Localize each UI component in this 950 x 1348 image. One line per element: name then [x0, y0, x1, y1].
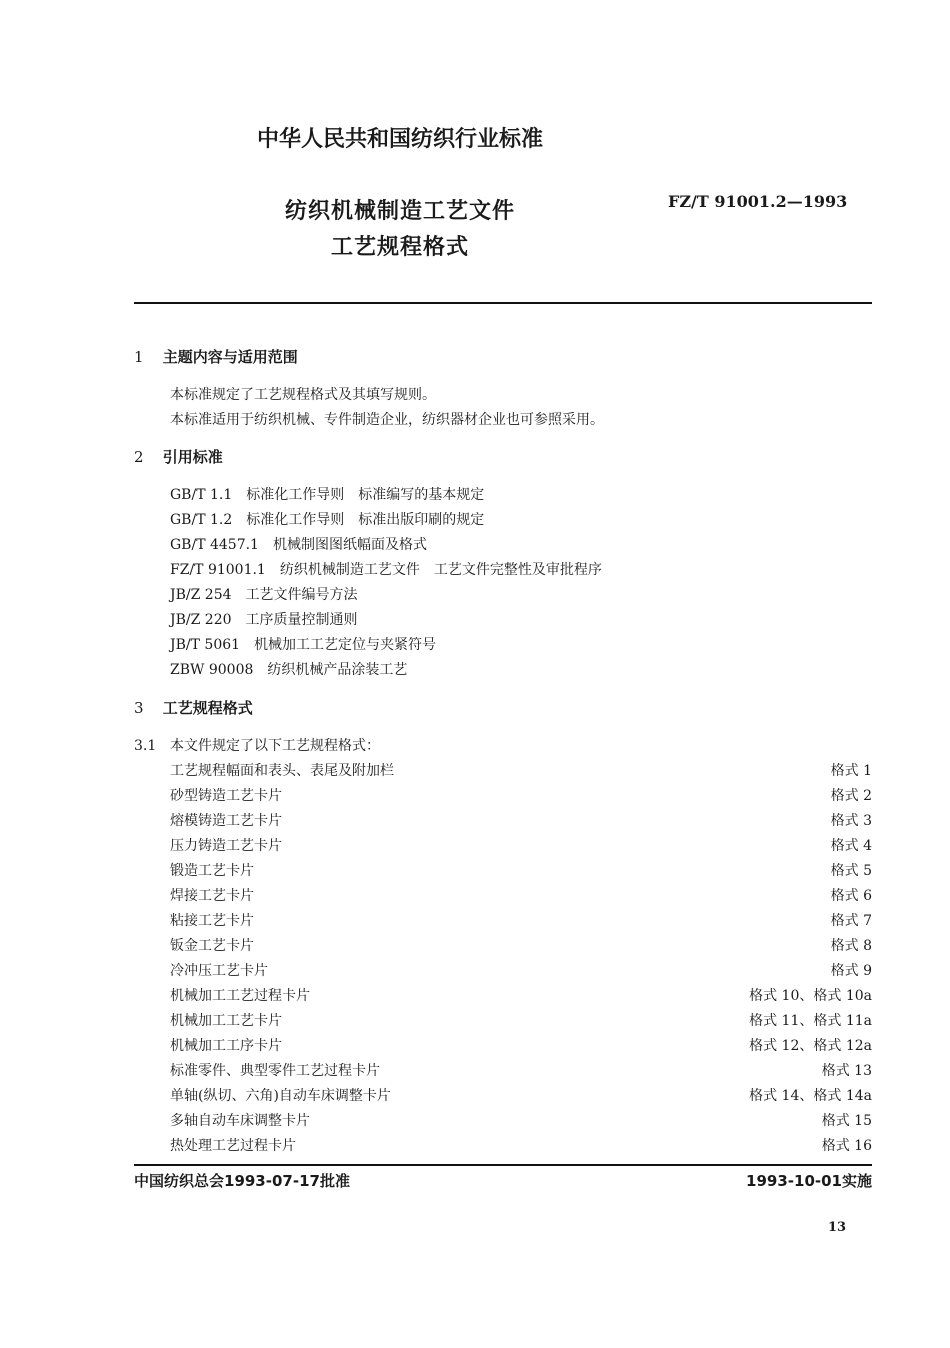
format-ref: 格式 9 [830, 963, 872, 979]
reference-title: 纺织机械产品涂装工艺 [267, 662, 408, 678]
reference-item [170, 584, 358, 604]
approval-info: 中国纺织总会1993-07-17批准 [134, 1172, 350, 1190]
reference-code: JB/Z 220 [170, 612, 232, 628]
reference-title: 标准化工作导则 标准编写的基本规定 [246, 487, 485, 503]
section-title: 主题内容与适用范围 [162, 348, 298, 366]
format-name: 工艺规程幅面和表头、表尾及附加栏 [170, 763, 394, 779]
format-name: 机械加工工序卡片 [170, 1038, 282, 1054]
footer-divider [134, 1164, 872, 1166]
reference-item [170, 559, 602, 579]
reference-item [170, 509, 484, 529]
reference-item [170, 609, 358, 629]
reference-item [170, 659, 407, 679]
implementation-date: 1993-10-01实施 [746, 1172, 872, 1190]
reference-code: JB/Z 254 [170, 587, 232, 603]
format-ref: 格式 7 [830, 913, 872, 929]
reference-item [170, 634, 436, 654]
document-title-line1: 纺织机械制造工艺文件 [284, 199, 515, 224]
section-title: 引用标准 [162, 448, 223, 466]
format-ref: 格式 13 [821, 1063, 872, 1079]
reference-code: GB/T 4457.1 [170, 537, 259, 553]
format-ref: 格式 16 [821, 1138, 872, 1154]
format-ref: 格式 12、格式 12a [749, 1038, 872, 1054]
format-name: 标准零件、典型零件工艺过程卡片 [170, 1063, 380, 1079]
reference-code: GB/T 1.2 [170, 512, 233, 528]
format-ref: 格式 5 [830, 863, 872, 879]
reference-title: 机械加工工艺定位与夹紧符号 [254, 637, 437, 653]
paragraph: 本标准适用于纺织机械、专件制造企业，纺织器材企业也可参照采用。 [170, 412, 604, 428]
reference-title: 标准化工作导则 标准出版印刷的规定 [246, 512, 485, 528]
reference-item [170, 534, 427, 554]
paragraph: 本标准规定了工艺规程格式及其填写规则。 [170, 387, 436, 403]
page-number: 13 [828, 1220, 847, 1235]
section-number: 3 [134, 699, 144, 717]
reference-title: 工艺文件编号方法 [245, 587, 358, 603]
format-ref: 格式 2 [830, 788, 872, 804]
format-name: 熔模铸造工艺卡片 [170, 813, 282, 829]
header-divider [134, 302, 872, 304]
format-name: 粘接工艺卡片 [170, 913, 254, 929]
format-name: 单轴(纵切、六角)自动车床调整卡片 [170, 1088, 391, 1104]
format-name: 机械加工工艺卡片 [170, 1013, 282, 1029]
format-ref: 格式 4 [830, 838, 872, 854]
reference-item [170, 484, 484, 504]
standard-code: FZ/T 91001.2—1993 [668, 192, 848, 211]
clause-3-1 [134, 735, 380, 755]
format-ref: 格式 8 [830, 938, 872, 954]
document-title-line2: 工艺规程格式 [330, 235, 469, 260]
reference-title: 工序质量控制通则 [245, 612, 358, 628]
section-1-heading [134, 346, 298, 367]
reference-code: JB/T 5061 [170, 637, 241, 653]
format-ref: 格式 3 [830, 813, 872, 829]
format-name: 钣金工艺卡片 [170, 938, 254, 954]
format-ref: 格式 11、格式 11a [749, 1013, 872, 1029]
reference-title: 机械制图图纸幅面及格式 [272, 537, 427, 553]
format-name: 锻造工艺卡片 [170, 863, 254, 879]
clause-text: 本文件规定了以下工艺规程格式： [170, 738, 380, 754]
format-name: 多轴自动车床调整卡片 [170, 1113, 310, 1129]
section-2-heading [134, 446, 223, 467]
clause-number: 3.1 [134, 738, 157, 754]
reference-code: GB/T 1.1 [170, 487, 233, 503]
format-ref: 格式 6 [830, 888, 872, 904]
format-name: 冷冲压工艺卡片 [170, 963, 268, 979]
reference-code: FZ/T 91001.1 [170, 562, 266, 578]
section-title: 工艺规程格式 [162, 699, 253, 717]
section-3-heading [134, 697, 253, 718]
reference-code: ZBW 90008 [170, 662, 254, 678]
section-number: 1 [134, 348, 144, 366]
format-name: 焊接工艺卡片 [170, 888, 254, 904]
section-number: 2 [134, 448, 144, 466]
format-ref: 格式 1 [830, 763, 872, 779]
format-name: 砂型铸造工艺卡片 [170, 788, 282, 804]
format-name: 压力铸造工艺卡片 [170, 838, 282, 854]
reference-title: 纺织机械制造工艺文件 工艺文件完整性及审批程序 [279, 562, 602, 578]
standard-category: 中华人民共和国纺织行业标准 [256, 127, 543, 152]
format-ref: 格式 15 [821, 1113, 872, 1129]
format-ref: 格式 14、格式 14a [749, 1088, 872, 1104]
format-ref: 格式 10、格式 10a [749, 988, 872, 1004]
format-name: 热处理工艺过程卡片 [170, 1138, 296, 1154]
format-name: 机械加工工艺过程卡片 [170, 988, 310, 1004]
